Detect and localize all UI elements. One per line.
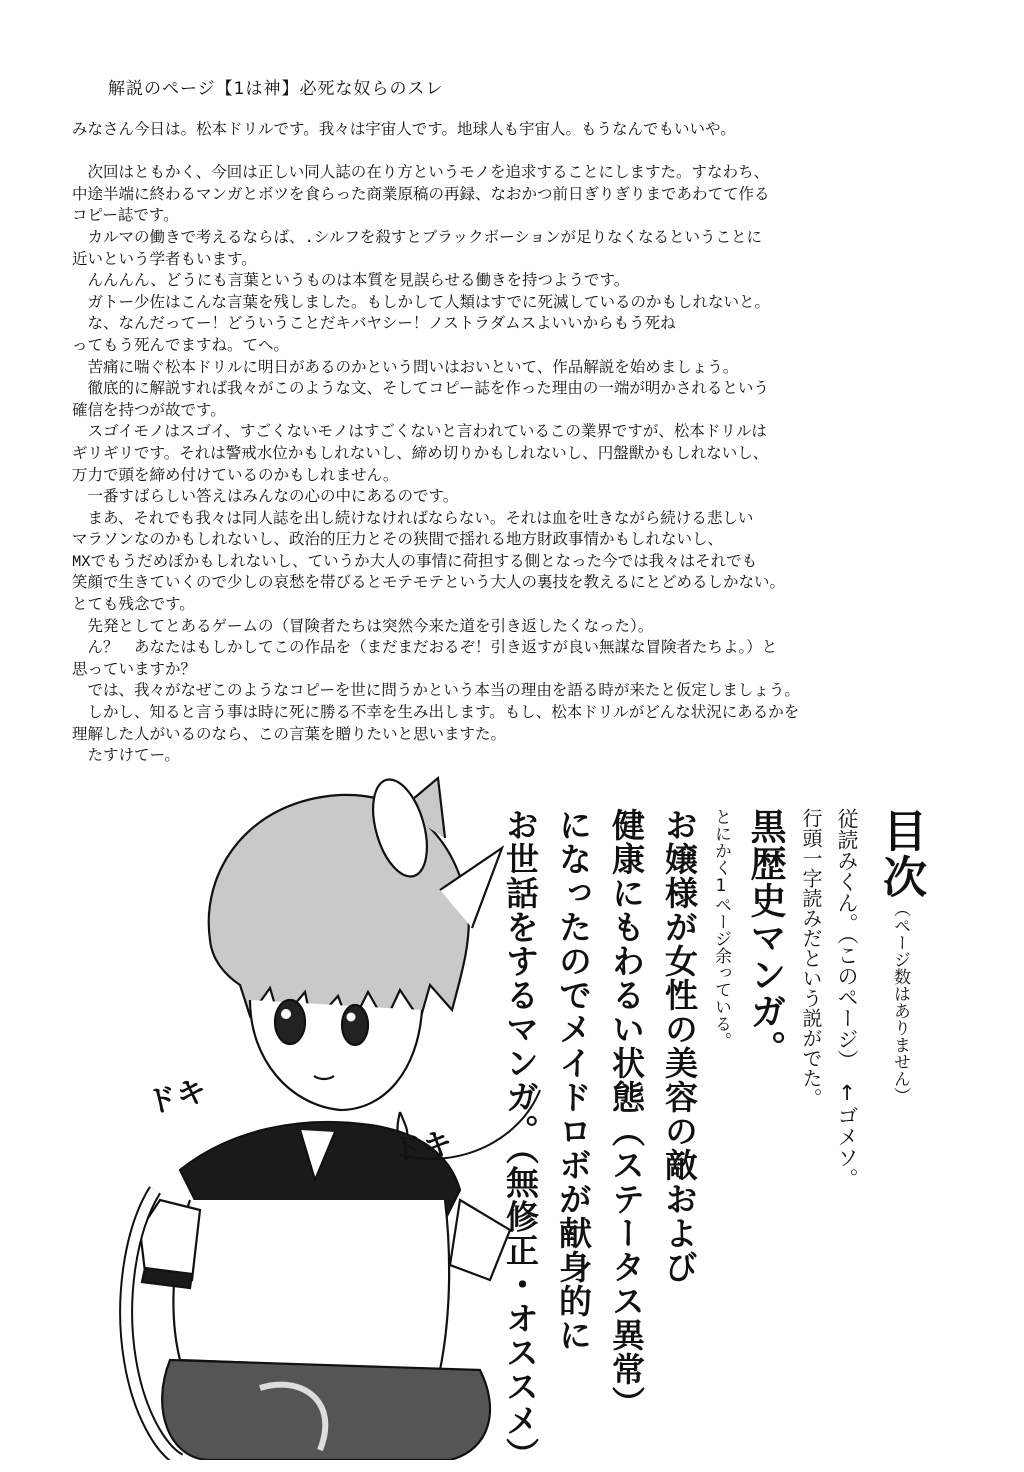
text-line: 一番すばらしい答えはみんなの心の中にあるのです。 [87, 488, 459, 507]
commentary-text [72, 120, 972, 768]
text-line: 理解した人がいるのなら、この言葉を贈りたいと思いますた。 [72, 725, 507, 744]
table-of-contents [497, 808, 932, 1472]
toc-entry-kurorekishi: 黒歴史マンガ。 [745, 808, 786, 1067]
text-line: 中途半端に終わるマンガとボツを食らった商業原稿の再録、なおかつ前日ぎりぎりまであわてて作る [72, 185, 770, 204]
text-line: まあ、それでも我々は同人誌を出し続けなければならない。それは血を吐きながら続ける悲しい [87, 509, 754, 528]
toc-entry-line-1: お嬢様が女性の美容の敵および [660, 808, 699, 1284]
toc-entry-kurorekishi-note: とにかく1ページ余っている。 [711, 808, 731, 1049]
toc-entry-jyuyomi: 従読みくん。（このページ） ↑ゴメソ。 [835, 808, 859, 1189]
text-line: では、我々がなぜこのようなコピーを世に問うかという本当の理由を語る時が来たと仮定しましょう。 [87, 682, 800, 701]
toc-entry-note: 行頭一字読みだという説がでた。 [799, 808, 823, 1108]
text-line: コピー誌です。 [72, 207, 179, 226]
text-line: みなさん今日は。松本ドリルです。我々は宇宙人です。地球人も宇宙人。もうなんでもいいや。 [72, 121, 736, 139]
text-line: とても残念です。 [72, 596, 195, 615]
text-line: ギリギリです。それは警戒水位かもしれないし、締め切りかもしれないし、円盤獣かもしれないし、 [72, 444, 769, 463]
text-line: な、なんだってー！どういうことだキバヤシー！ノストラダムスよいいからもう死ね [87, 315, 676, 334]
toc-entry-line-2: 健康にもわるい状態（ステータス異常） [607, 808, 646, 1420]
text-line: MXでもうだめぽかもしれないし、ていうか大人の事情に荷担する側となった今では我々はそれでも [72, 552, 758, 571]
toc-title-note: （ページ数はありません） [890, 900, 910, 1104]
text-line: ん？ あなたはもしかしてこの作品を（まだまだおるぞ！引き返すが良い無謀な冒険者たちよ。）と [87, 639, 778, 658]
sfx-doki-left: ドキ [143, 1073, 211, 1122]
toc-title-text: 目次 [875, 808, 926, 900]
text-line: マラソンなのかもしれないし、政治的圧力とその狭間で揺れる地方財政事情かもしれないし、 [72, 531, 724, 550]
toc-title [868, 808, 932, 1448]
text-line: たすけてー。 [87, 747, 180, 766]
text-line: んんんん、どうにも言葉というものは本質を見誤らせる働きを持つようです。 [87, 272, 630, 291]
sfx-doki-right: ドキ [390, 1125, 455, 1169]
text-line: 先発としてとあるゲームの（冒険者たちは突然今来た道を引き返したくなった）。 [87, 617, 654, 636]
text-line: スゴイモノはスゴイ、すごくないモノはすごくないと言われているこの業界ですが、松本ドリルは [87, 423, 767, 442]
text-line: 徹底的に解説すれば我々がこのような文、そしてコピー誌を作った理由の一端が明かされるという [87, 380, 769, 399]
text-line: しかし、知ると言う事は時に死に勝る不幸を生み出します。もし、松本ドリルがどんな状況にあるかを [87, 704, 800, 723]
text-line: 確信を持つが故です。 [72, 401, 226, 420]
text-line: 次回はともかく、今回は正しい同人誌の在り方というモノを追求することにしますた。すなわち、 [87, 164, 770, 183]
text-line: ガトー少佐はこんな言葉を残しました。もしかして人類はすでに死滅しているのかもしれないと。 [87, 293, 770, 312]
text-line: 近いという学者もいます。 [72, 250, 257, 269]
toc-entry-line-4: お世話をするマンガ。（無修正・オススメ） [501, 808, 540, 1472]
page-heading: 解説のページ【1は神】必死な奴らのスレ [108, 79, 444, 99]
text-line: ってもう死んでますね。てへ。 [72, 336, 290, 355]
text-line: 苦痛に喘ぐ松本ドリルに明日があるのかという問いはおいといて、作品解説を始めましょう。 [87, 358, 739, 377]
text-line: 思っていますか？ [72, 660, 197, 679]
text-line: 笑顔で生きていくので少しの哀愁を帯びるとモテモテという大人の裏技を教えるにとどめるしかない。 [72, 574, 786, 593]
text-line: 万力で頭を締め付けているのかもしれません。 [72, 466, 399, 485]
text-line: カルマの働きで考えるならば、.シルフを殺すとブラックボーションが足りなくなるということに [87, 228, 762, 247]
toc-entry-line-3: になったのでメイドロボが献身的に [554, 808, 593, 1352]
